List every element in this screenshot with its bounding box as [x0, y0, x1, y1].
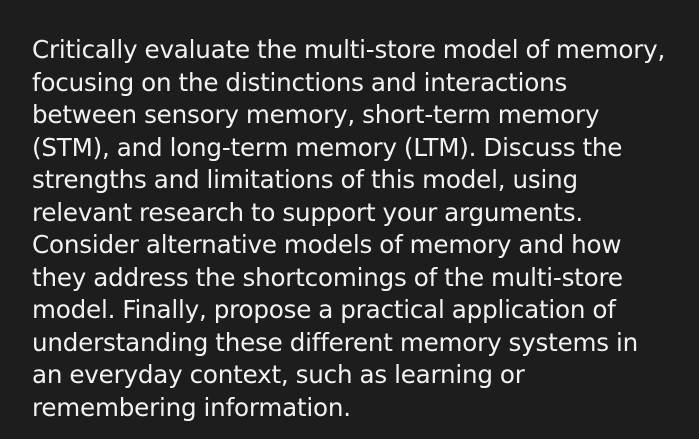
prompt-text: Critically evaluate the multi-store model of memory, focusing on the distinctions and interactions between sensory memory, short-term memory (STM), and long-term memory (LTM). Discuss the strengths and limitations of this model, using relevant research to support your arguments. Consider alternative models of memory and how they address the shortcomings of the multi-store model. Finally, propose a practical application of understanding these different memory systems in an everyday context, such as learning or remembering information.: [32, 35, 666, 422]
